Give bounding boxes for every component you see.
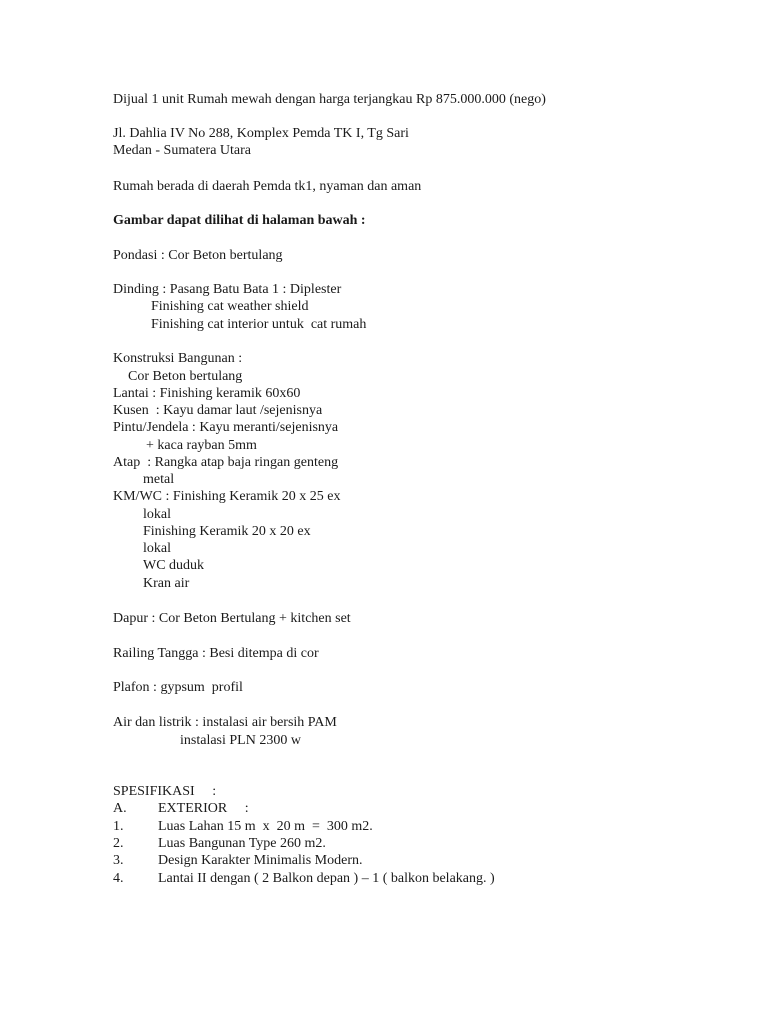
konstruksi-line: Konstruksi Bangunan : [113,351,243,366]
pondasi-line: Pondasi : Cor Beton bertulang [113,248,283,263]
pintu-line-2: + kaca rayban 5mm [146,438,257,453]
dinding-line-3: Finishing cat interior untuk cat rumah [151,317,367,332]
railing-line: Railing Tangga : Besi ditempa di cor [113,646,319,661]
gallery-note: Gambar dapat dilihat di halaman bawah : [113,213,366,228]
dapur-line: Dapur : Cor Beton Bertulang + kitchen set [113,611,351,626]
air-listrik-line-2: instalasi PLN 2300 w [180,733,301,748]
spec-item-text: Design Karakter Minimalis Modern. [158,853,363,868]
spec-item-text: Luas Bangunan Type 260 m2. [158,836,326,851]
location-description: Rumah berada di daerah Pemda tk1, nyaman dan aman [113,179,422,194]
plafon-line: Plafon : gypsum profil [113,680,243,695]
spec-section-title: EXTERIOR : [158,801,249,816]
kmwc-line-2: lokal [143,507,171,522]
spec-item-text: Lantai II dengan ( 2 Balkon depan ) – 1 ( balkon belakang. ) [158,871,495,886]
kmwc-line: KM/WC : Finishing Keramik 20 x 25 ex [113,489,341,504]
lantai-line: Lantai : Finishing keramik 60x60 [113,386,301,401]
kusen-line: Kusen : Kayu damar laut /sejenisnya [113,403,323,418]
kmwc-line-5: WC duduk [143,558,205,573]
dinding-line-2: Finishing cat weather shield [151,299,309,314]
spec-item-text: Luas Lahan 15 m x 20 m = 300 m2. [158,819,373,834]
spec-item-number: 4. [113,871,124,886]
address-line-1: Jl. Dahlia IV No 288, Komplex Pemda TK I, Tg Sari [113,126,409,141]
kmwc-line-6: Kran air [143,576,190,591]
spec-section-letter: A. [113,801,127,816]
atap-line-2: metal [143,472,175,487]
spec-item-number: 3. [113,853,124,868]
dinding-line: Dinding : Pasang Batu Bata 1 : Diplester [113,282,342,297]
spec-item-number: 2. [113,836,124,851]
address-line-2: Medan - Sumatera Utara [113,143,251,158]
spec-item-number: 1. [113,819,124,834]
sale-announcement: Dijual 1 unit Rumah mewah dengan harga terjangkau Rp 875.000.000 (nego) [113,92,546,107]
kmwc-line-4: lokal [143,541,171,556]
spec-heading: SPESIFIKASI : [113,784,217,799]
atap-line: Atap : Rangka atap baja ringan genteng [113,455,339,470]
pintu-line: Pintu/Jendela : Kayu meranti/sejenisnya [113,420,339,435]
kmwc-line-3: Finishing Keramik 20 x 20 ex [143,524,311,539]
konstruksi-line-2: Cor Beton bertulang [128,369,243,384]
air-listrik-line: Air dan listrik : instalasi air bersih PAM [113,715,337,730]
